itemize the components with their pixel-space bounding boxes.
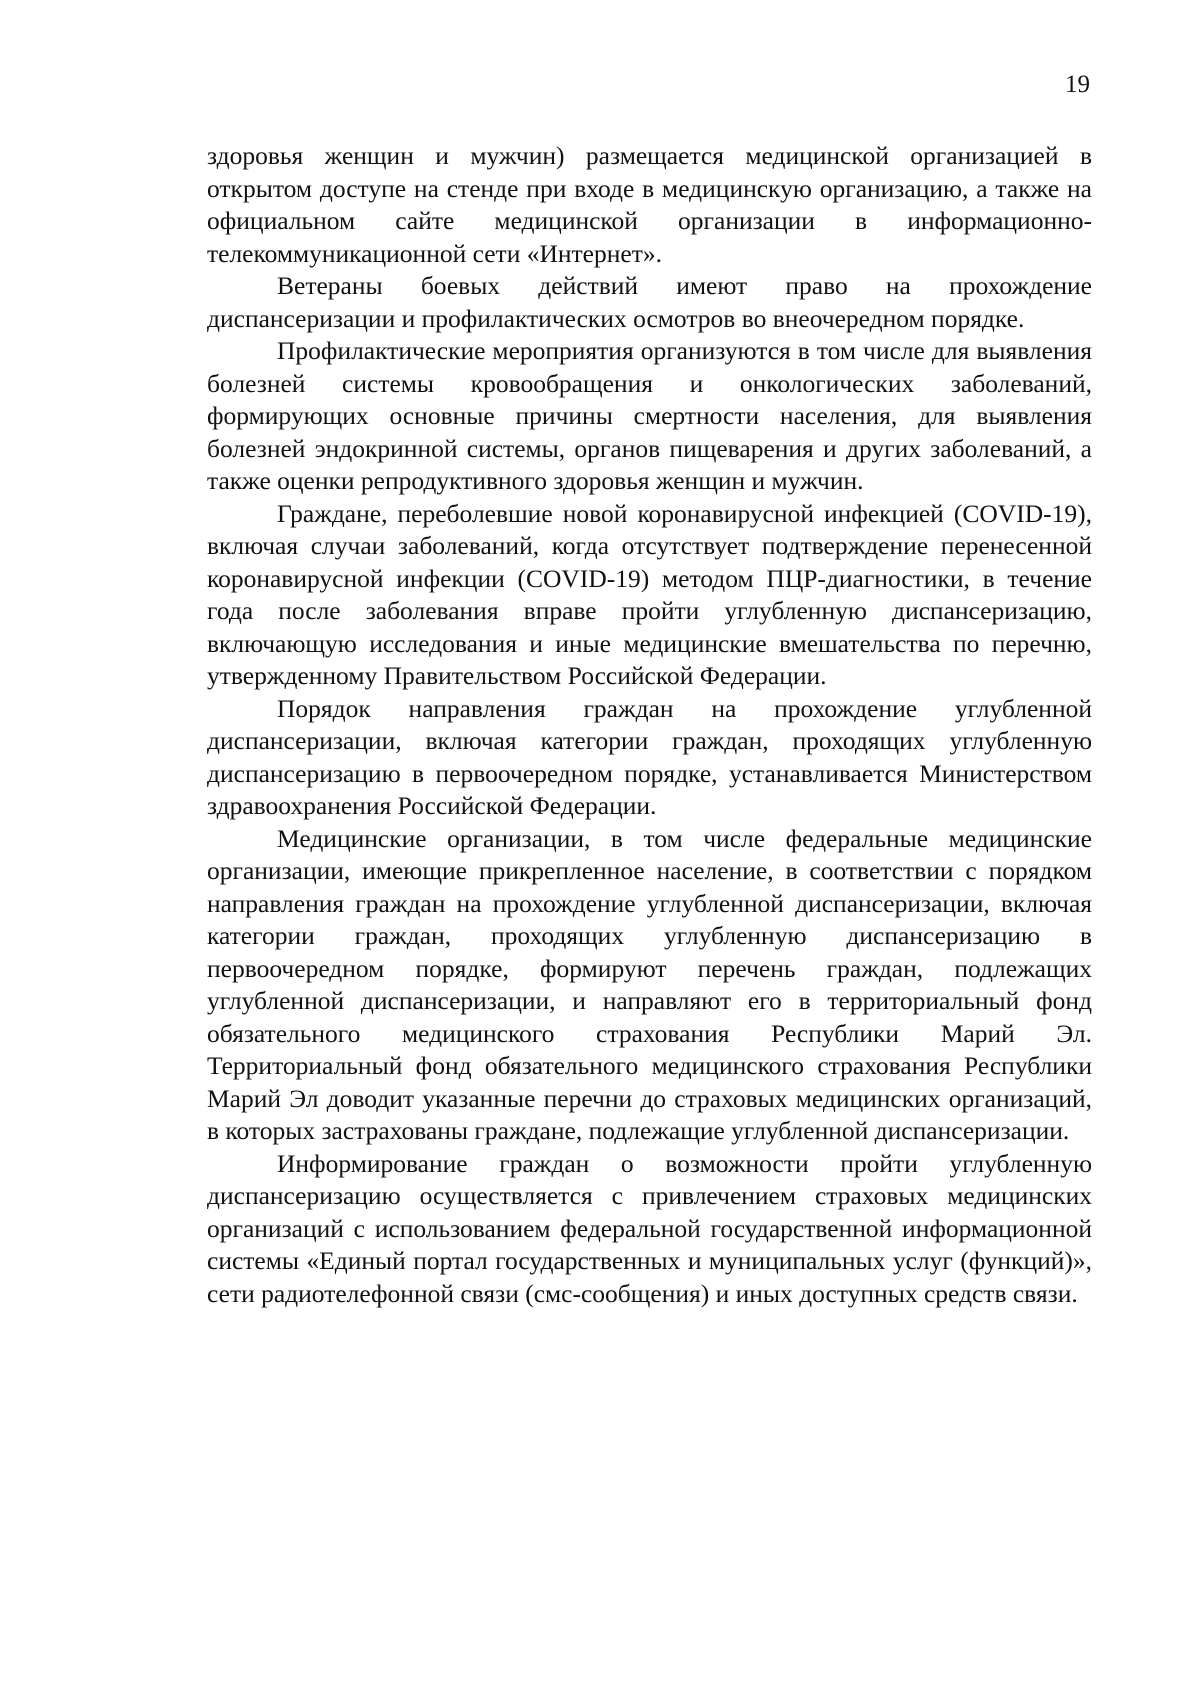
page-number: 19 (1065, 71, 1090, 98)
document-body (207, 140, 1092, 1310)
paragraph-covid-citizens: Граждане, переболевшие новой коронавирусной инфекцией (COVID-19), включая случаи заболеваний, когда отсутствует подтверждение перенесенной коронавирусной инфекции (COVID-19) методом ПЦР-диагностики, в течение года после заболевания вправе пройти углубленную диспансеризацию, включающую исследования и иные медицинские вмешательства по перечню, утвержденному Правительством Российской Федерации. (207, 498, 1092, 690)
paragraph-referral-procedure: Порядок направления граждан на прохождение углубленной диспансеризации, включая категории граждан, проходящих углубленную диспансеризацию в первоочередном порядке, устанавливается Министерством здравоохранения Российской Федерации. (207, 693, 1092, 820)
paragraph-preventive-measures: Профилактические мероприятия организуются в том числе для выявления болезней системы кровообращения и онкологических заболеваний, формирующих основные причины смертности населения, для выявления болезней эндокринной системы, органов пищеварения и других заболеваний, а также оценки репродуктивного здоровья женщин и мужчин. (207, 336, 1092, 495)
paragraph-medical-organizations: Медицинские организации, в том числе федеральные медицинские организации, имеющие прикрепленное население, в соответствии с порядком направления граждан на прохождение углубленной диспансеризации, включая категории граждан, проходящих углубленную диспансеризацию в первоочередном порядке, формируют перечень граждан, подлежащих углубленной диспансеризации, и направляют его в территориальный фонд обязательного медицинского страхования Республики Марий Эл. Территориальный фонд обязательного медицинского страхования Республики Марий Эл доводит указанные перечни до страховых медицинских организаций, в которых застрахованы граждане, подлежащие углубленной диспансеризации. (207, 823, 1092, 1145)
paragraph-continuation: здоровья женщин и мужчин) размещается медицинской организацией в открытом доступе на стенде при входе в медицинскую организацию, а также на официальном сайте медицинской организации в информационно-телекоммуникационной сети «Интернет». (207, 141, 1092, 268)
paragraph-informing-citizens: Информирование граждан о возможности пройти углубленную диспансеризацию осуществляется с привлечением страховых медицинских организаций с использованием федеральной государственной информационной системы «Единый портал государственных и муниципальных услуг (функций)», сети радиотелефонной связи (смс-сообщения) и иных доступных средств связи. (207, 1148, 1092, 1308)
paragraph-veterans: Ветераны боевых действий имеют право на прохождение диспансеризации и профилактических осмотров во внеочередном порядке. (207, 271, 1092, 333)
